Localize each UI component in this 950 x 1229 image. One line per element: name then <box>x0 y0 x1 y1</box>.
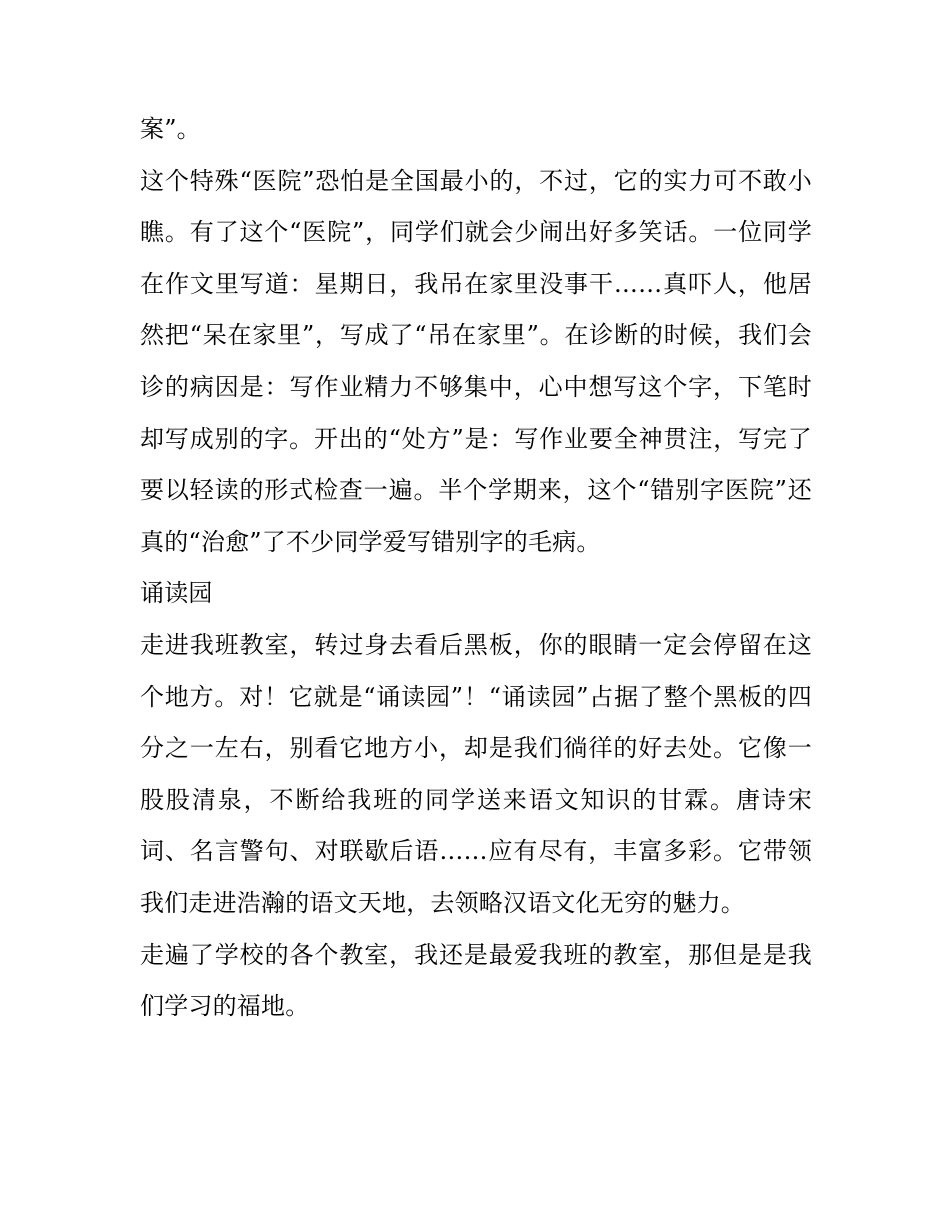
document-body <box>140 104 812 1033</box>
paragraph-hospital: 这个特殊“医院”恐怕是全国最小的，不过，它的实力可不敢小瞧。有了这个“医院”，同学们就会少闹出好多笑话。一位同学在作文里写道：星期日，我吊在家里没事干……真吓人，他居然把“呆在家里”，写成了“吊在家里”。在诊断的时候，我们会诊的病因是：写作业精力不够集中，心中想写这个字，下笔时却写成别的字。开出的“处方”是：写作业要全神贯注，写完了要以轻读的形式检查一遍。半个学期来，这个“错别字医院”还真的“治愈”了不少同学爱写错别字的毛病。 <box>140 166 812 556</box>
section-heading-recitation-garden: 诵读园 <box>140 579 213 608</box>
paragraph-conclusion: 走遍了学校的各个教室，我还是最爱我班的教室，那但是是我们学习的福地。 <box>140 940 812 1021</box>
paragraph-recitation-garden: 走进我班教室，转过身去看后黑板，你的眼睛一定会停留在这个地方。对！它就是“诵读园”！“诵读园”占据了整个黑板的四分之一左右，别看它地方小，却是我们徜徉的好去处。它像一股股清泉，不断给我班的同学送来语文知识的甘霖。唐诗宋词、名言警句、对联歇后语……应有尽有，丰富多彩。它带领我们走进浩瀚的语文天地，去领略汉语文化无穷的魅力。 <box>140 630 812 917</box>
paragraph-continuation: 案”。 <box>140 115 201 143</box>
